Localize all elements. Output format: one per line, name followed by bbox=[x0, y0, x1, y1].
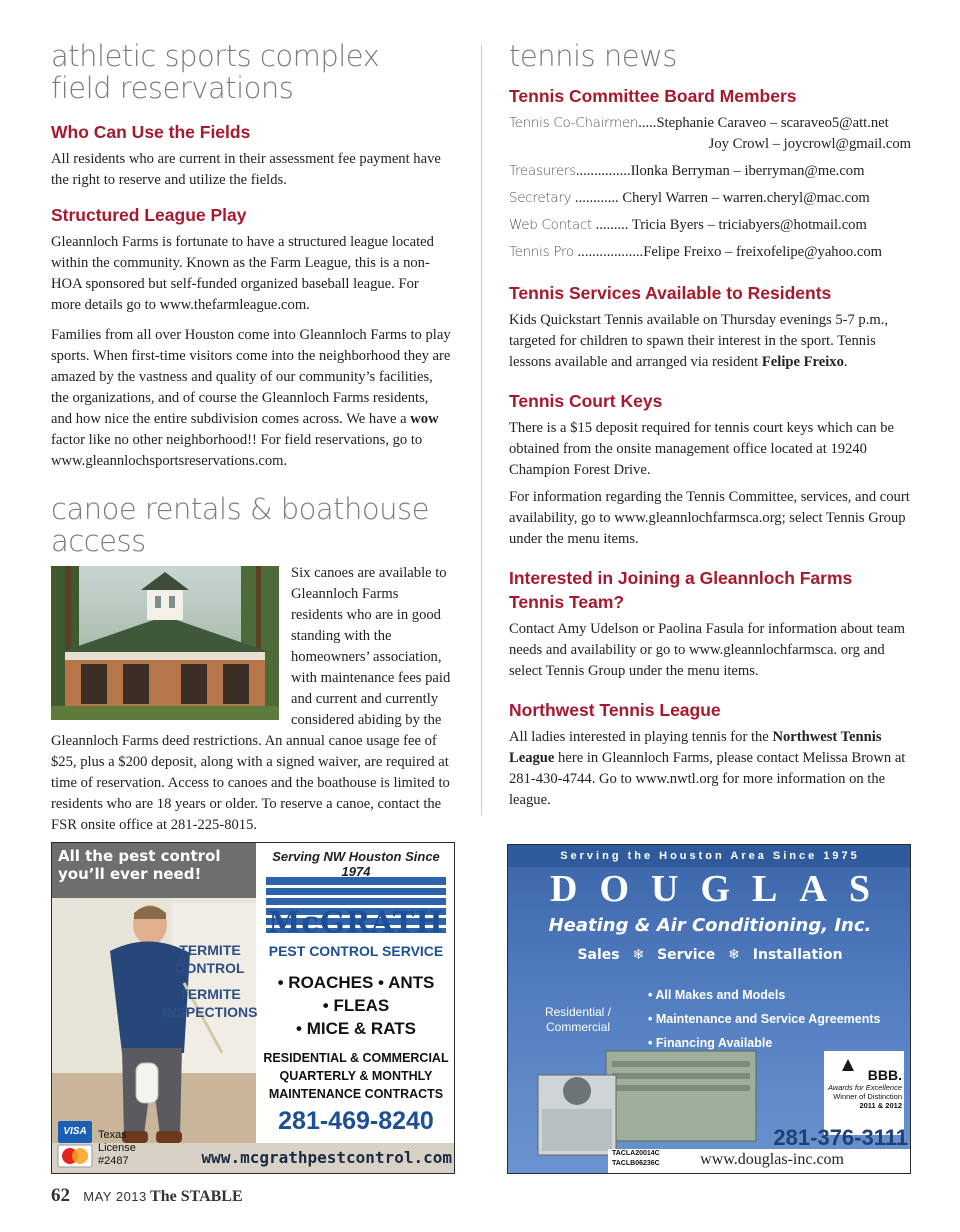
board-row: Tennis Pro ..................Felipe Freixo – freixofelipe@yahoo.com bbox=[509, 244, 882, 260]
snowflake-icon: ❄ bbox=[728, 947, 740, 963]
douglas-phone[interactable]: 281-376-3111 bbox=[773, 1125, 908, 1150]
page-footer bbox=[51, 1185, 243, 1207]
info-text: For information regarding the Tennis Committee, services, and court availability, go to www.gleannlochfarmsca.org; select Tennis Group under the menu items. bbox=[509, 489, 910, 547]
snowflake-icon: ❄ bbox=[632, 947, 645, 963]
mcgrath-brand: McGRATH bbox=[268, 905, 444, 939]
issue-date: MAY 2013 bbox=[83, 1189, 147, 1204]
board-row: Treasurers...............Ilonka Berryman – iberryman@me.com bbox=[509, 163, 865, 179]
douglas-url[interactable]: www.douglas-inc.com bbox=[700, 1151, 844, 1168]
nw-heading: Northwest Tennis League bbox=[509, 700, 721, 720]
board-row: Secretary ............ Cheryl Warren – warren.cheryl@mac.com bbox=[509, 190, 870, 206]
families-text: Families from all over Houston come into Gleannloch Farms to play sports. When first-time visitors come into the neighborhood they are amazed by the vastness and quality of our community’s facilities, the organizations, and of course the Gleannloch Farms residents, and how nice the entire subdivision comes across. We have a wow factor like no other neighborhood!! For field reservations, go to www.gleannlochsportsreservations.com. bbox=[51, 327, 451, 469]
nw-text: All ladies interested in playing tennis for the Northwest Tennis League here in Gleannloch Farms, please contact Melissa Brown at 281-430-4744. Go to www.nwtl.org for more information on the league. bbox=[509, 729, 906, 808]
canoe-text: Six canoes are available to Gleannloch Farms residents who are in good standing with the homeowners’ association, with maintenance fees paid and current and currently considered abiding by the Gleannloch Farms deed restrictions. An annual canoe usage fee of $25, plus a $200 deposit, along with a signed waiver, are required at time of reservation. Access to canoes and the boathouse is limited to residents who are 18 years or older. To reserve a canoe, contact the FSR onsite office at 281-225-8015. bbox=[51, 565, 451, 833]
keys-text: There is a $15 deposit required for tennis court keys which can be obtained from the onsite management office located at 19240 Champion Forest Drive. bbox=[509, 420, 894, 478]
mcgrath-tagline: All the pest control you’ll ever need! bbox=[58, 847, 221, 883]
termite-labels: TERMITE CONTROL TERMITE INSPECTIONS bbox=[162, 942, 258, 1020]
fields-heading: Who Can Use the Fields bbox=[51, 122, 251, 142]
mcgrath-ad[interactable] bbox=[51, 842, 455, 1174]
board-list bbox=[509, 113, 911, 263]
canoe-title: canoe rentals & boathouse access bbox=[51, 492, 430, 558]
right-column bbox=[509, 40, 911, 811]
douglas-bullets: • All Makes and Models • Maintenance and Service Agreements • Financing Available bbox=[648, 988, 881, 1050]
league-text: Gleannloch Farms is fortunate to have a structured league located within the community. Known as the Farm League, this is a non-HOA sponsored but self-funded organized baseball league. For more details go to www.thefarmleague.com. bbox=[51, 234, 434, 313]
visa-logo: VISA bbox=[63, 1126, 87, 1137]
board-heading: Tennis Committee Board Members bbox=[509, 86, 797, 106]
services-heading: Tennis Services Available to Residents bbox=[509, 283, 832, 303]
mcgrath-phone[interactable]: 281-469-8240 bbox=[278, 1107, 434, 1135]
league-heading: Structured League Play bbox=[51, 205, 247, 225]
board-row: Web Contact ......... Tricia Byers – triciabyers@hotmail.com bbox=[509, 217, 867, 233]
keys-heading: Tennis Court Keys bbox=[509, 391, 663, 411]
douglas-brand: DOUGLAS bbox=[550, 868, 892, 910]
bbb-badge: BBB. Awards for Excellence Winner of Distinction 2011 & 2012 bbox=[827, 1067, 902, 1110]
mcgrath-serving: Serving NW Houston Since 1974 bbox=[272, 849, 440, 879]
team-text: Contact Amy Udelson or Paolina Fasula for information about team needs and availability or go to www.gleannlochfarmsca. org and select Tennis Group under the menu items. bbox=[509, 621, 905, 679]
mcgrath-pests: • ROACHES • ANTS • FLEAS • MICE & RATS bbox=[277, 973, 435, 1038]
mcgrath-brand-sub: PEST CONTROL SERVICE bbox=[268, 943, 444, 959]
column-divider bbox=[481, 45, 482, 815]
mcgrath-contracts: RESIDENTIAL & COMMERCIAL QUARTERLY & MONTHLY MAINTENANCE CONTRACTS bbox=[263, 1051, 449, 1101]
mastercard-icon bbox=[58, 1145, 92, 1167]
douglas-sub: Heating & Air Conditioning, Inc. bbox=[548, 915, 872, 936]
board-row: Joy Crowl – joycrowl@gmail.com bbox=[708, 136, 911, 152]
douglas-serving: Serving the Houston Area Since 1975 bbox=[560, 850, 860, 862]
douglas-ad[interactable] bbox=[507, 844, 911, 1174]
boathouse-photo bbox=[51, 566, 279, 720]
left-column bbox=[51, 40, 451, 836]
board-row: Tennis Co-Chairmen.....Stephanie Caraveo – scaraveo5@att.net bbox=[509, 115, 889, 131]
services-text: Kids Quickstart Tennis available on Thursday evenings 5-7 p.m., targeted for children to spawn their interest in the sport. Tennis lessons available and arranged via resident Felipe Freixo. bbox=[509, 312, 889, 370]
mcgrath-license: Texas License #2487 bbox=[98, 1129, 136, 1167]
magazine-name: The STABLE bbox=[150, 1188, 243, 1205]
douglas-licenses: TACLA20014C TACLB06236C bbox=[612, 1150, 660, 1167]
team-heading: Interested in Joining a Gleannloch Farms Tennis Team? bbox=[509, 568, 853, 612]
douglas-services: Sales ❄ Service ❄ Installation bbox=[577, 947, 843, 963]
canoe-section bbox=[51, 563, 451, 836]
athletic-title: athletic sports complex field reservations bbox=[51, 39, 380, 105]
page-number: 62 bbox=[51, 1185, 70, 1206]
mcgrath-url[interactable]: www.mcgrathpestcontrol.com bbox=[201, 1148, 452, 1167]
tennis-title: tennis news bbox=[509, 39, 677, 73]
fields-text: All residents who are current in their assessment fee payment have the right to reserve and utilize the fields. bbox=[51, 151, 441, 188]
douglas-residential: Residential / Commercial bbox=[544, 1005, 612, 1034]
